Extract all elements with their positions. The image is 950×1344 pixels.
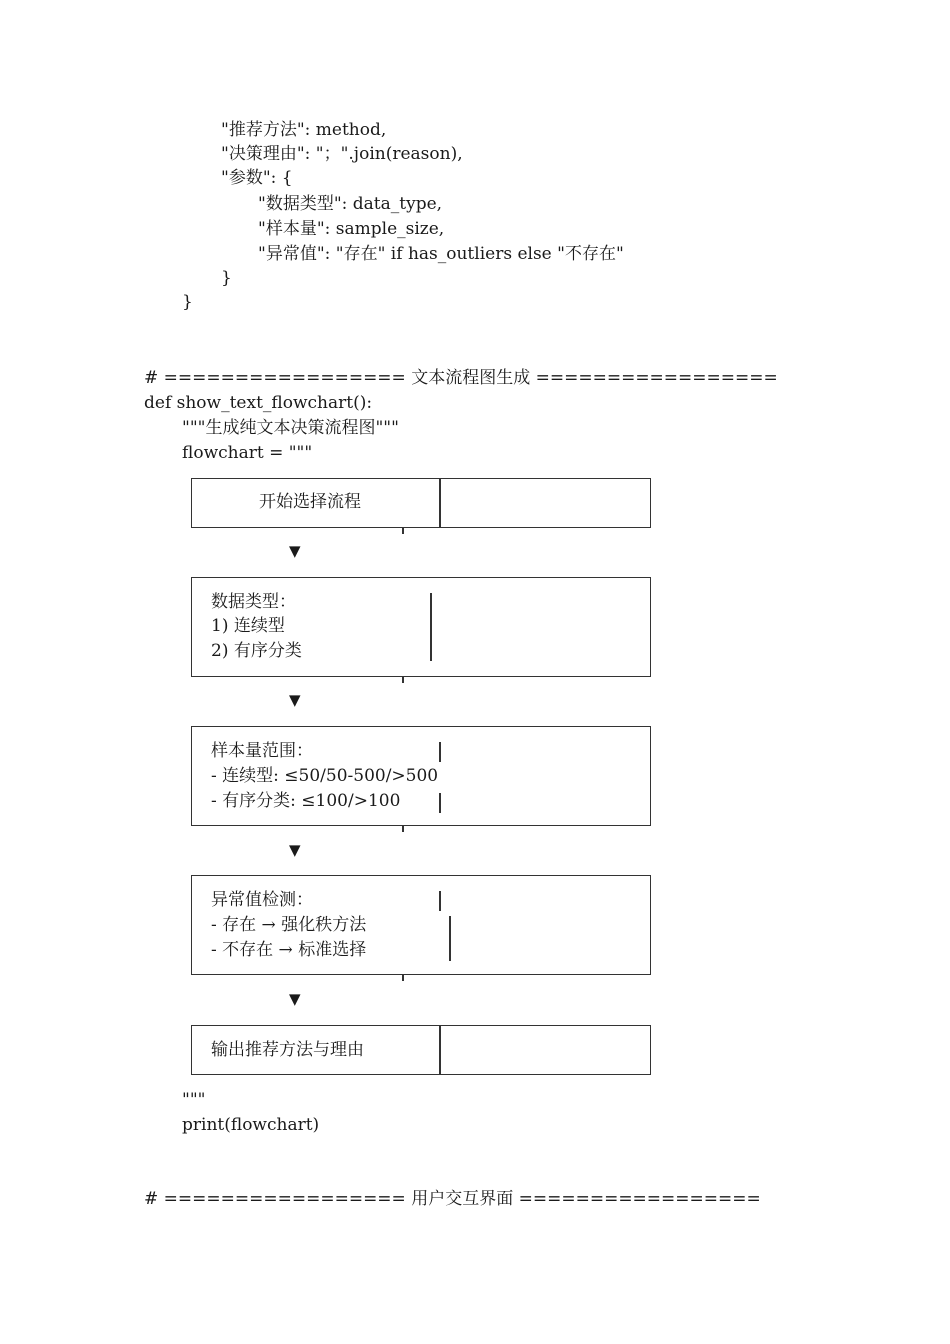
flowchart-box-text: - 不存在 → 标准选择 <box>211 940 367 960</box>
connector-tick <box>402 676 404 683</box>
code-line: } <box>182 292 193 312</box>
section-header-ui: # ================= 用户交互界面 ================= <box>144 1189 761 1209</box>
flowchart-box-text: 样本量范围： <box>211 741 313 761</box>
code-line: "异常值": "存在" if has_outliers else "不存在" <box>258 244 624 264</box>
code-line: "推荐方法": method, <box>221 120 387 140</box>
flowchart-box-text: - 存在 → 强化秩方法 <box>211 915 367 935</box>
code-line: "参数": { <box>221 168 293 188</box>
flowchart-box-text: 数据类型： <box>211 592 296 612</box>
code-line-end-quote: """ <box>182 1090 206 1110</box>
code-line: } <box>221 268 232 288</box>
code-line-docstring: """生成纯文本决策流程图""" <box>182 418 399 438</box>
box-right-bar <box>439 1026 441 1074</box>
connector-tick <box>402 825 404 832</box>
box-right-bar <box>439 742 441 762</box>
code-line-assign: flowchart = """ <box>182 443 313 463</box>
flowchart-box-text: 输出推荐方法与理由 <box>211 1040 364 1060</box>
flowchart-box-text: 1) 连续型 <box>211 616 285 636</box>
section-header-flowchart: # ================= 文本流程图生成 ================= <box>144 368 778 388</box>
code-line: "决策理由": "；".join(reason), <box>221 144 463 164</box>
box-right-bar <box>430 593 432 661</box>
down-arrow-icon: ▼ <box>289 990 301 1008</box>
code-line: "数据类型": data_type, <box>258 194 443 214</box>
connector-tick <box>402 974 404 981</box>
down-arrow-icon: ▼ <box>289 691 301 709</box>
code-line-print: print(flowchart) <box>182 1115 320 1135</box>
flowchart-box-text: - 有序分类: ≤100/>100 <box>211 791 401 811</box>
code-line: "样本量": sample_size, <box>258 219 445 239</box>
box-right-bar <box>439 793 441 813</box>
box-right-bar <box>449 916 451 961</box>
flowchart-box-text: - 连续型: ≤50/50-500/>500 <box>211 766 439 786</box>
flowchart-box-text: 异常值检测： <box>211 890 313 910</box>
down-arrow-icon: ▼ <box>289 542 301 560</box>
down-arrow-icon: ▼ <box>289 841 301 859</box>
connector-tick <box>402 527 404 534</box>
code-line-def: def show_text_flowchart(): <box>144 393 373 413</box>
box-right-bar <box>439 479 441 527</box>
flowchart-box-text: 2) 有序分类 <box>211 641 302 661</box>
box-right-bar <box>439 891 441 911</box>
flowchart-box-text: 开始选择流程 <box>259 492 361 512</box>
